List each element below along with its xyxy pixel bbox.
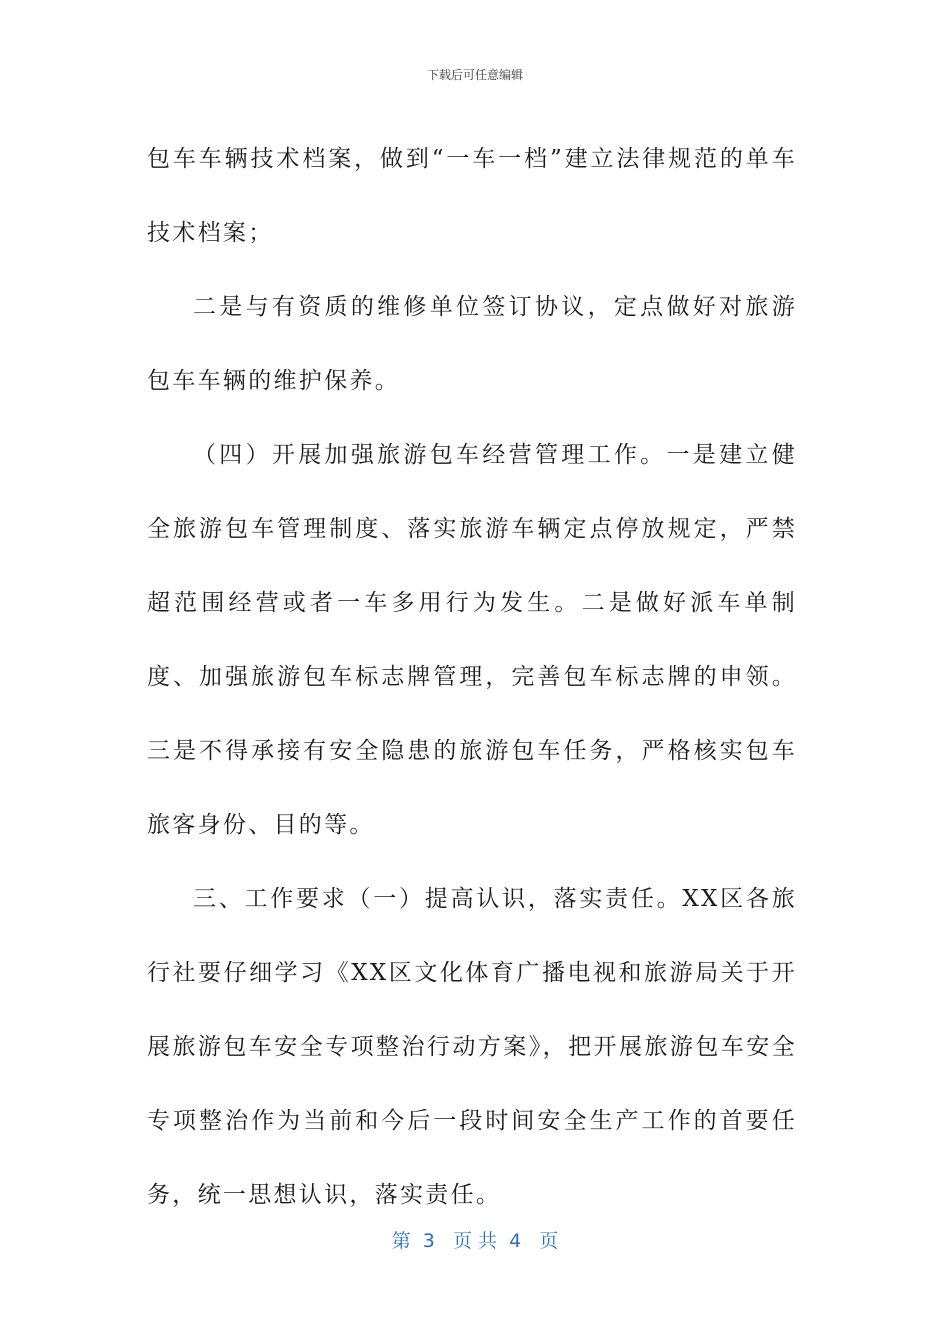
paragraph-1: 包车车辆技术档案，做到“一车一档”建立法律规范的单车技术档案； <box>147 146 797 246</box>
page-number-footer: 第 3 页 共 4 页 <box>391 1230 559 1252</box>
paragraph-2: 二是与有资质的维修单位签订协议，定点做好对旅游包车车辆的维护保养。 <box>147 294 797 394</box>
paragraph-4: 三、工作要求（一）提高认识，落实责任。XX区各旅行社要仔细学习《XX区文化体育广播电视和旅游局关于开展旅游包车安全专项整治行动方案》，把开展旅游包车安全专项整治作为当前和今后一段时间安全生产工作的首要任务，统一思想认识，落实责任。 <box>147 886 797 1208</box>
document-body <box>147 122 797 1232</box>
paragraph-3: （四）开展加强旅游包车经营管理工作。一是建立健全旅游包车管理制度、落实旅游车辆定点停放规定，严禁超范围经营或者一车多用行为发生。二是做好派车单制度、加强旅游包车标志牌管理，完善包车标志牌的申领。三是不得承接有安全隐患的旅游包车任务，严格核实包车旅客身份、目的等。 <box>147 442 797 838</box>
page-header-note: 下载后可任意编辑 <box>426 68 523 82</box>
